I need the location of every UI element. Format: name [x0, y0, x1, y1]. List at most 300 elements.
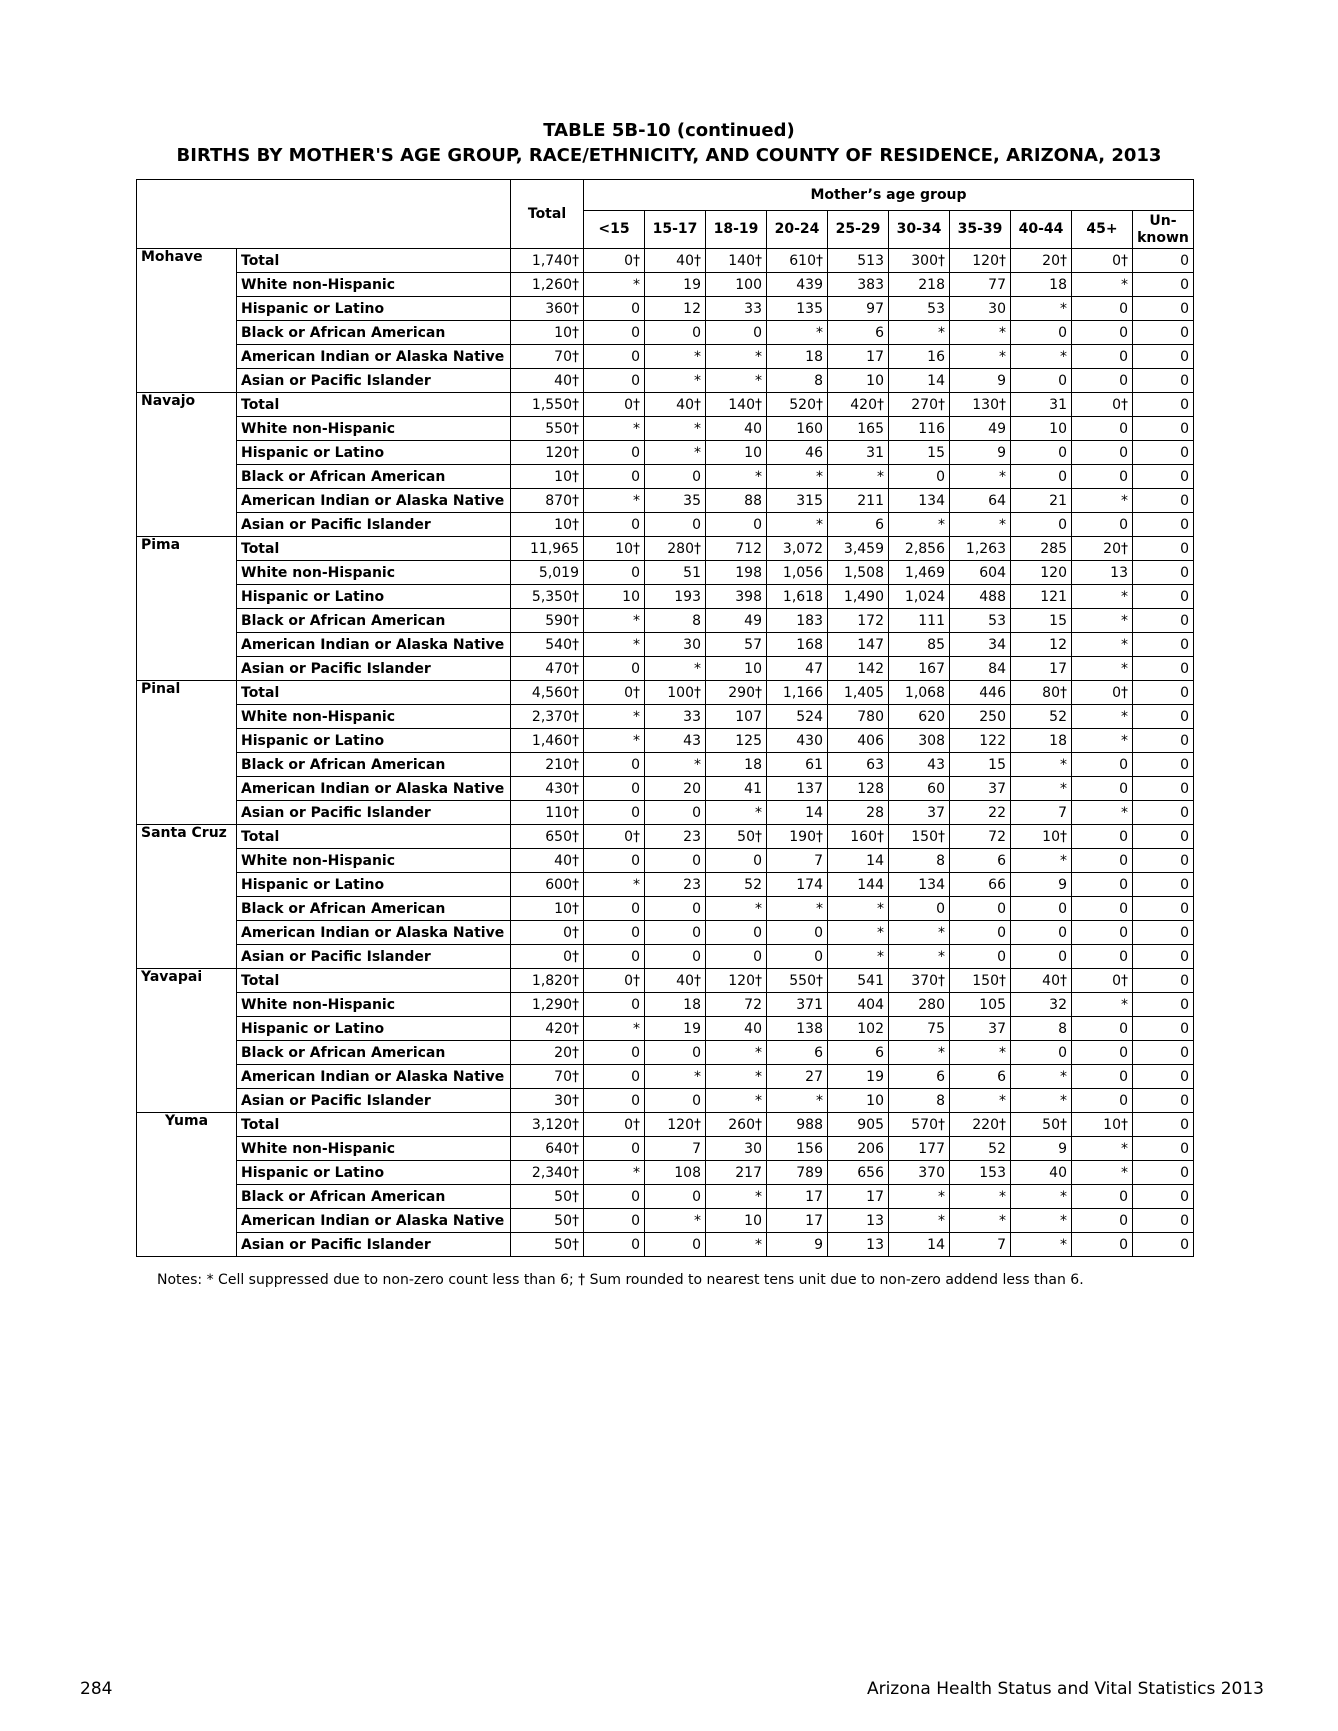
cell-value: 43	[645, 729, 706, 753]
cell-value: 0	[1072, 513, 1133, 537]
table-row	[137, 1161, 1194, 1185]
cell-value: *	[706, 1233, 767, 1257]
cell-value: 20	[645, 777, 706, 801]
cell-value: 0	[584, 1185, 645, 1209]
cell-value: 34	[950, 633, 1011, 657]
row-total: 70†	[511, 1065, 584, 1089]
cell-value: 49	[706, 609, 767, 633]
row-total: 590†	[511, 609, 584, 633]
cell-value: 40†	[1011, 969, 1072, 993]
row-total: 540†	[511, 633, 584, 657]
cell-value: *	[1072, 1161, 1133, 1185]
table-row	[137, 1233, 1194, 1257]
table-row	[137, 705, 1194, 729]
cell-value: *	[889, 513, 950, 537]
cell-value: *	[706, 345, 767, 369]
county-name: Navajo	[137, 393, 237, 537]
cell-value: *	[584, 633, 645, 657]
cell-value: *	[1072, 657, 1133, 681]
cell-value: 8	[645, 609, 706, 633]
cell-value: *	[645, 369, 706, 393]
cell-value: *	[584, 729, 645, 753]
cell-value: *	[767, 897, 828, 921]
cell-value: 0	[584, 297, 645, 321]
row-total: 10†	[511, 513, 584, 537]
cell-value: 0	[584, 1209, 645, 1233]
cell-value: 22	[950, 801, 1011, 825]
row-label: Black or African American	[237, 321, 511, 345]
cell-value: 250	[950, 705, 1011, 729]
cell-value: *	[828, 897, 889, 921]
cell-value: 20†	[1072, 537, 1133, 561]
cell-value: 0	[645, 465, 706, 489]
cell-value: 160†	[828, 825, 889, 849]
table-row	[137, 1017, 1194, 1041]
row-total: 1,290†	[511, 993, 584, 1017]
cell-value: 9	[767, 1233, 828, 1257]
cell-value: 10	[828, 369, 889, 393]
table-row	[137, 417, 1194, 441]
cell-value: 140†	[706, 249, 767, 273]
cell-value: 14	[767, 801, 828, 825]
cell-value: 7	[950, 1233, 1011, 1257]
row-total: 50†	[511, 1209, 584, 1233]
cell-value: 85	[889, 633, 950, 657]
cell-value: 0	[1133, 369, 1194, 393]
table-row	[137, 1113, 1194, 1137]
cell-value: 165	[828, 417, 889, 441]
table-row	[137, 657, 1194, 681]
cell-value: 183	[767, 609, 828, 633]
cell-value: 0	[645, 1041, 706, 1065]
row-total: 30†	[511, 1089, 584, 1113]
cell-value: 0	[1133, 345, 1194, 369]
cell-value: *	[950, 1089, 1011, 1113]
cell-value: 107	[706, 705, 767, 729]
table-subtitle: BIRTHS BY MOTHER'S AGE GROUP, RACE/ETHNICITY, AND COUNTY OF RESIDENCE, ARIZONA, 2013	[176, 145, 1162, 166]
cell-value: 0	[584, 1089, 645, 1113]
cell-value: 0	[1133, 633, 1194, 657]
cell-value: 40†	[645, 969, 706, 993]
table-row	[137, 465, 1194, 489]
cell-value: 0†	[1072, 969, 1133, 993]
cell-value: 206	[828, 1137, 889, 1161]
cell-value: 7	[645, 1137, 706, 1161]
cell-value: 10†	[1011, 825, 1072, 849]
county-name: Mohave	[137, 249, 237, 393]
cell-value: 0	[1133, 1065, 1194, 1089]
cell-value: 116	[889, 417, 950, 441]
cell-value: 0	[584, 369, 645, 393]
table-row	[137, 921, 1194, 945]
cell-value: 0	[1072, 1017, 1133, 1041]
cell-value: 0	[584, 945, 645, 969]
cell-value: 285	[1011, 537, 1072, 561]
cell-value: 10	[706, 1209, 767, 1233]
cell-value: 0	[1072, 1089, 1133, 1113]
cell-value: 64	[950, 489, 1011, 513]
cell-value: *	[950, 513, 1011, 537]
cell-value: 53	[889, 297, 950, 321]
cell-value: 13	[1072, 561, 1133, 585]
cell-value: *	[584, 417, 645, 441]
cell-value: 142	[828, 657, 889, 681]
table-row	[137, 681, 1194, 705]
cell-value: 0	[1133, 1233, 1194, 1257]
cell-value: 0†	[584, 393, 645, 417]
cell-value: 0	[1072, 369, 1133, 393]
row-total: 50†	[511, 1233, 584, 1257]
table-row	[137, 561, 1194, 585]
cell-value: 0	[1133, 441, 1194, 465]
cell-value: 121	[1011, 585, 1072, 609]
cell-value: 0	[645, 513, 706, 537]
cell-value: *	[584, 1161, 645, 1185]
cell-value: 0	[1133, 777, 1194, 801]
header-age-group: Mother’s age group	[584, 180, 1194, 211]
row-label: Total	[237, 1113, 511, 1137]
cell-value: 15	[950, 753, 1011, 777]
cell-value: 0	[1011, 1041, 1072, 1065]
table-row	[137, 321, 1194, 345]
cell-value: 0	[706, 321, 767, 345]
cell-value: 10†	[1072, 1113, 1133, 1137]
cell-value: 120†	[645, 1113, 706, 1137]
cell-value: 0	[584, 921, 645, 945]
cell-value: *	[706, 1065, 767, 1089]
cell-value: 1,068	[889, 681, 950, 705]
cell-value: 1,618	[767, 585, 828, 609]
cell-value: 0	[1133, 1041, 1194, 1065]
cell-value: 53	[950, 609, 1011, 633]
cell-value: 14	[889, 369, 950, 393]
cell-value: 0	[1011, 897, 1072, 921]
cell-value: 0	[1133, 297, 1194, 321]
cell-value: 0	[1072, 1041, 1133, 1065]
cell-value: 0	[1133, 513, 1194, 537]
cell-value: 23	[645, 825, 706, 849]
cell-value: 0†	[1072, 393, 1133, 417]
cell-value: 168	[767, 633, 828, 657]
cell-value: 308	[889, 729, 950, 753]
cell-value: 0	[1133, 969, 1194, 993]
cell-value: 46	[767, 441, 828, 465]
table-row	[137, 1041, 1194, 1065]
cell-value: 156	[767, 1137, 828, 1161]
cell-value: 19	[645, 1017, 706, 1041]
cell-value: 15	[889, 441, 950, 465]
cell-value: 52	[706, 873, 767, 897]
cell-value: 6	[828, 513, 889, 537]
row-label: White non-Hispanic	[237, 417, 511, 441]
cell-value: 17	[828, 1185, 889, 1209]
cell-value: 0	[950, 945, 1011, 969]
cell-value: 300†	[889, 249, 950, 273]
cell-value: *	[1011, 849, 1072, 873]
cell-value: 27	[767, 1065, 828, 1089]
cell-value: *	[889, 945, 950, 969]
row-total: 2,370†	[511, 705, 584, 729]
cell-value: 0†	[584, 1113, 645, 1137]
row-total: 1,260†	[511, 273, 584, 297]
cell-value: *	[584, 705, 645, 729]
cell-value: 0	[584, 1233, 645, 1257]
cell-value: 190†	[767, 825, 828, 849]
cell-value: 0	[889, 897, 950, 921]
cell-value: 0	[1133, 1185, 1194, 1209]
cell-value: 0	[584, 753, 645, 777]
cell-value: 0	[1072, 849, 1133, 873]
cell-value: 10	[828, 1089, 889, 1113]
cell-value: 211	[828, 489, 889, 513]
cell-value: 0	[767, 945, 828, 969]
cell-value: 0†	[584, 681, 645, 705]
header-age-2: 18-19	[706, 211, 767, 249]
cell-value: 0	[645, 921, 706, 945]
cell-value: *	[1072, 609, 1133, 633]
cell-value: 1,508	[828, 561, 889, 585]
cell-value: 23	[645, 873, 706, 897]
cell-value: *	[767, 513, 828, 537]
cell-value: 125	[706, 729, 767, 753]
cell-value: 0	[1072, 897, 1133, 921]
cell-value: 0	[1133, 993, 1194, 1017]
cell-value: 3,459	[828, 537, 889, 561]
cell-value: 120†	[950, 249, 1011, 273]
row-total: 470†	[511, 657, 584, 681]
cell-value: 102	[828, 1017, 889, 1041]
cell-value: 610†	[767, 249, 828, 273]
table-row	[137, 969, 1194, 993]
cell-value: 17	[767, 1209, 828, 1233]
cell-value: 16	[889, 345, 950, 369]
cell-value: 50†	[1011, 1113, 1072, 1137]
cell-value: *	[889, 1185, 950, 1209]
cell-value: 0	[1011, 441, 1072, 465]
cell-value: *	[1011, 345, 1072, 369]
table-row	[137, 897, 1194, 921]
cell-value: 0	[706, 945, 767, 969]
cell-value: 570†	[889, 1113, 950, 1137]
cell-value: 0	[889, 465, 950, 489]
cell-value: 100	[706, 273, 767, 297]
cell-value: 780	[828, 705, 889, 729]
cell-value: *	[1011, 1209, 1072, 1233]
row-label: American Indian or Alaska Native	[237, 633, 511, 657]
row-total: 2,340†	[511, 1161, 584, 1185]
row-total: 10†	[511, 321, 584, 345]
cell-value: 33	[645, 705, 706, 729]
cell-value: 10†	[584, 537, 645, 561]
cell-value: *	[706, 1185, 767, 1209]
row-total: 40†	[511, 369, 584, 393]
cell-value: 105	[950, 993, 1011, 1017]
cell-value: 2,856	[889, 537, 950, 561]
county-name: Pima	[137, 537, 237, 681]
cell-value: *	[828, 945, 889, 969]
cell-value: 260†	[706, 1113, 767, 1137]
cell-value: *	[1072, 993, 1133, 1017]
cell-value: 0	[1011, 921, 1072, 945]
cell-value: 52	[950, 1137, 1011, 1161]
row-label: American Indian or Alaska Native	[237, 1065, 511, 1089]
cell-value: 57	[706, 633, 767, 657]
cell-value: 0	[1072, 777, 1133, 801]
cell-value: 0	[584, 801, 645, 825]
cell-value: 137	[767, 777, 828, 801]
cell-value: 8	[889, 1089, 950, 1113]
row-label: Total	[237, 393, 511, 417]
row-label: Black or African American	[237, 1185, 511, 1209]
cell-value: 0	[1072, 825, 1133, 849]
row-total: 1,460†	[511, 729, 584, 753]
row-total: 0†	[511, 921, 584, 945]
cell-value: 0	[1133, 249, 1194, 273]
cell-value: 18	[706, 753, 767, 777]
row-label: White non-Hispanic	[237, 705, 511, 729]
cell-value: 524	[767, 705, 828, 729]
table-header	[137, 180, 1194, 249]
cell-value: 0	[1133, 417, 1194, 441]
cell-value: *	[584, 273, 645, 297]
cell-value: 8	[889, 849, 950, 873]
cell-value: *	[889, 921, 950, 945]
row-total: 420†	[511, 1017, 584, 1041]
header-age-9: Un-known	[1133, 211, 1194, 249]
row-total: 360†	[511, 297, 584, 321]
row-label: Black or African American	[237, 609, 511, 633]
row-total: 1,740†	[511, 249, 584, 273]
cell-value: 7	[1011, 801, 1072, 825]
header-age-8: 45+	[1072, 211, 1133, 249]
cell-value: 0	[1072, 297, 1133, 321]
row-total: 550†	[511, 417, 584, 441]
cell-value: *	[950, 321, 1011, 345]
cell-value: *	[889, 321, 950, 345]
cell-value: 167	[889, 657, 950, 681]
cell-value: 0	[645, 1233, 706, 1257]
table-row	[137, 1185, 1194, 1209]
table-row	[137, 1137, 1194, 1161]
cell-value: 620	[889, 705, 950, 729]
cell-value: 43	[889, 753, 950, 777]
cell-value: 177	[889, 1137, 950, 1161]
row-label: Hispanic or Latino	[237, 1017, 511, 1041]
cell-value: 10	[1011, 417, 1072, 441]
cell-value: 172	[828, 609, 889, 633]
cell-value: 290†	[706, 681, 767, 705]
cell-value: 63	[828, 753, 889, 777]
cell-value: 0	[584, 1041, 645, 1065]
cell-value: *	[645, 1065, 706, 1089]
cell-value: 144	[828, 873, 889, 897]
cell-value: 0	[1133, 1209, 1194, 1233]
cell-value: 550†	[767, 969, 828, 993]
table-row	[137, 849, 1194, 873]
cell-value: 430	[767, 729, 828, 753]
cell-value: 19	[828, 1065, 889, 1089]
cell-value: 66	[950, 873, 1011, 897]
cell-value: 0	[645, 321, 706, 345]
cell-value: *	[645, 753, 706, 777]
cell-value: 0	[1133, 729, 1194, 753]
cell-value: 988	[767, 1113, 828, 1137]
cell-value: 17	[1011, 657, 1072, 681]
row-label: White non-Hispanic	[237, 1137, 511, 1161]
cell-value: 49	[950, 417, 1011, 441]
cell-value: 31	[1011, 393, 1072, 417]
cell-value: 18	[767, 345, 828, 369]
cell-value: 220†	[950, 1113, 1011, 1137]
cell-value: 14	[828, 849, 889, 873]
cell-value: 0	[584, 897, 645, 921]
cell-value: 7	[767, 849, 828, 873]
row-total: 210†	[511, 753, 584, 777]
county-name: Yuma	[137, 1113, 237, 1257]
cell-value: 52	[1011, 705, 1072, 729]
table-row	[137, 345, 1194, 369]
cell-value: *	[950, 465, 1011, 489]
cell-value: 0	[645, 801, 706, 825]
cell-value: *	[1011, 753, 1072, 777]
cell-value: 0	[1133, 393, 1194, 417]
cell-value: 6	[828, 1041, 889, 1065]
cell-value: 0	[1133, 657, 1194, 681]
cell-value: *	[1072, 705, 1133, 729]
cell-value: 40	[1011, 1161, 1072, 1185]
cell-value: 9	[1011, 1137, 1072, 1161]
header-age-4: 25-29	[828, 211, 889, 249]
cell-value: *	[1072, 1137, 1133, 1161]
cell-value: 712	[706, 537, 767, 561]
cell-value: 1,056	[767, 561, 828, 585]
cell-value: 150†	[950, 969, 1011, 993]
cell-value: 0†	[584, 825, 645, 849]
cell-value: 134	[889, 873, 950, 897]
row-total: 40†	[511, 849, 584, 873]
row-label: White non-Hispanic	[237, 561, 511, 585]
cell-value: 217	[706, 1161, 767, 1185]
cell-value: 406	[828, 729, 889, 753]
cell-value: 0	[1072, 1233, 1133, 1257]
row-label: Hispanic or Latino	[237, 297, 511, 321]
cell-value: *	[950, 1041, 1011, 1065]
row-total: 600†	[511, 873, 584, 897]
row-label: Hispanic or Latino	[237, 873, 511, 897]
cell-value: 520†	[767, 393, 828, 417]
cell-value: 513	[828, 249, 889, 273]
cell-value: *	[889, 1041, 950, 1065]
row-label: Asian or Pacific Islander	[237, 513, 511, 537]
cell-value: 150†	[889, 825, 950, 849]
table-row	[137, 873, 1194, 897]
table-body	[137, 249, 1194, 1257]
cell-value: 280	[889, 993, 950, 1017]
cell-value: 147	[828, 633, 889, 657]
row-label: American Indian or Alaska Native	[237, 489, 511, 513]
cell-value: 218	[889, 273, 950, 297]
cell-value: 446	[950, 681, 1011, 705]
cell-value: 383	[828, 273, 889, 297]
cell-value: 404	[828, 993, 889, 1017]
row-total: 1,820†	[511, 969, 584, 993]
cell-value: 128	[828, 777, 889, 801]
county-name: Santa Cruz	[137, 825, 237, 969]
cell-value: 153	[950, 1161, 1011, 1185]
cell-value: 17	[767, 1185, 828, 1209]
cell-value: 193	[645, 585, 706, 609]
cell-value: 0	[1133, 1137, 1194, 1161]
